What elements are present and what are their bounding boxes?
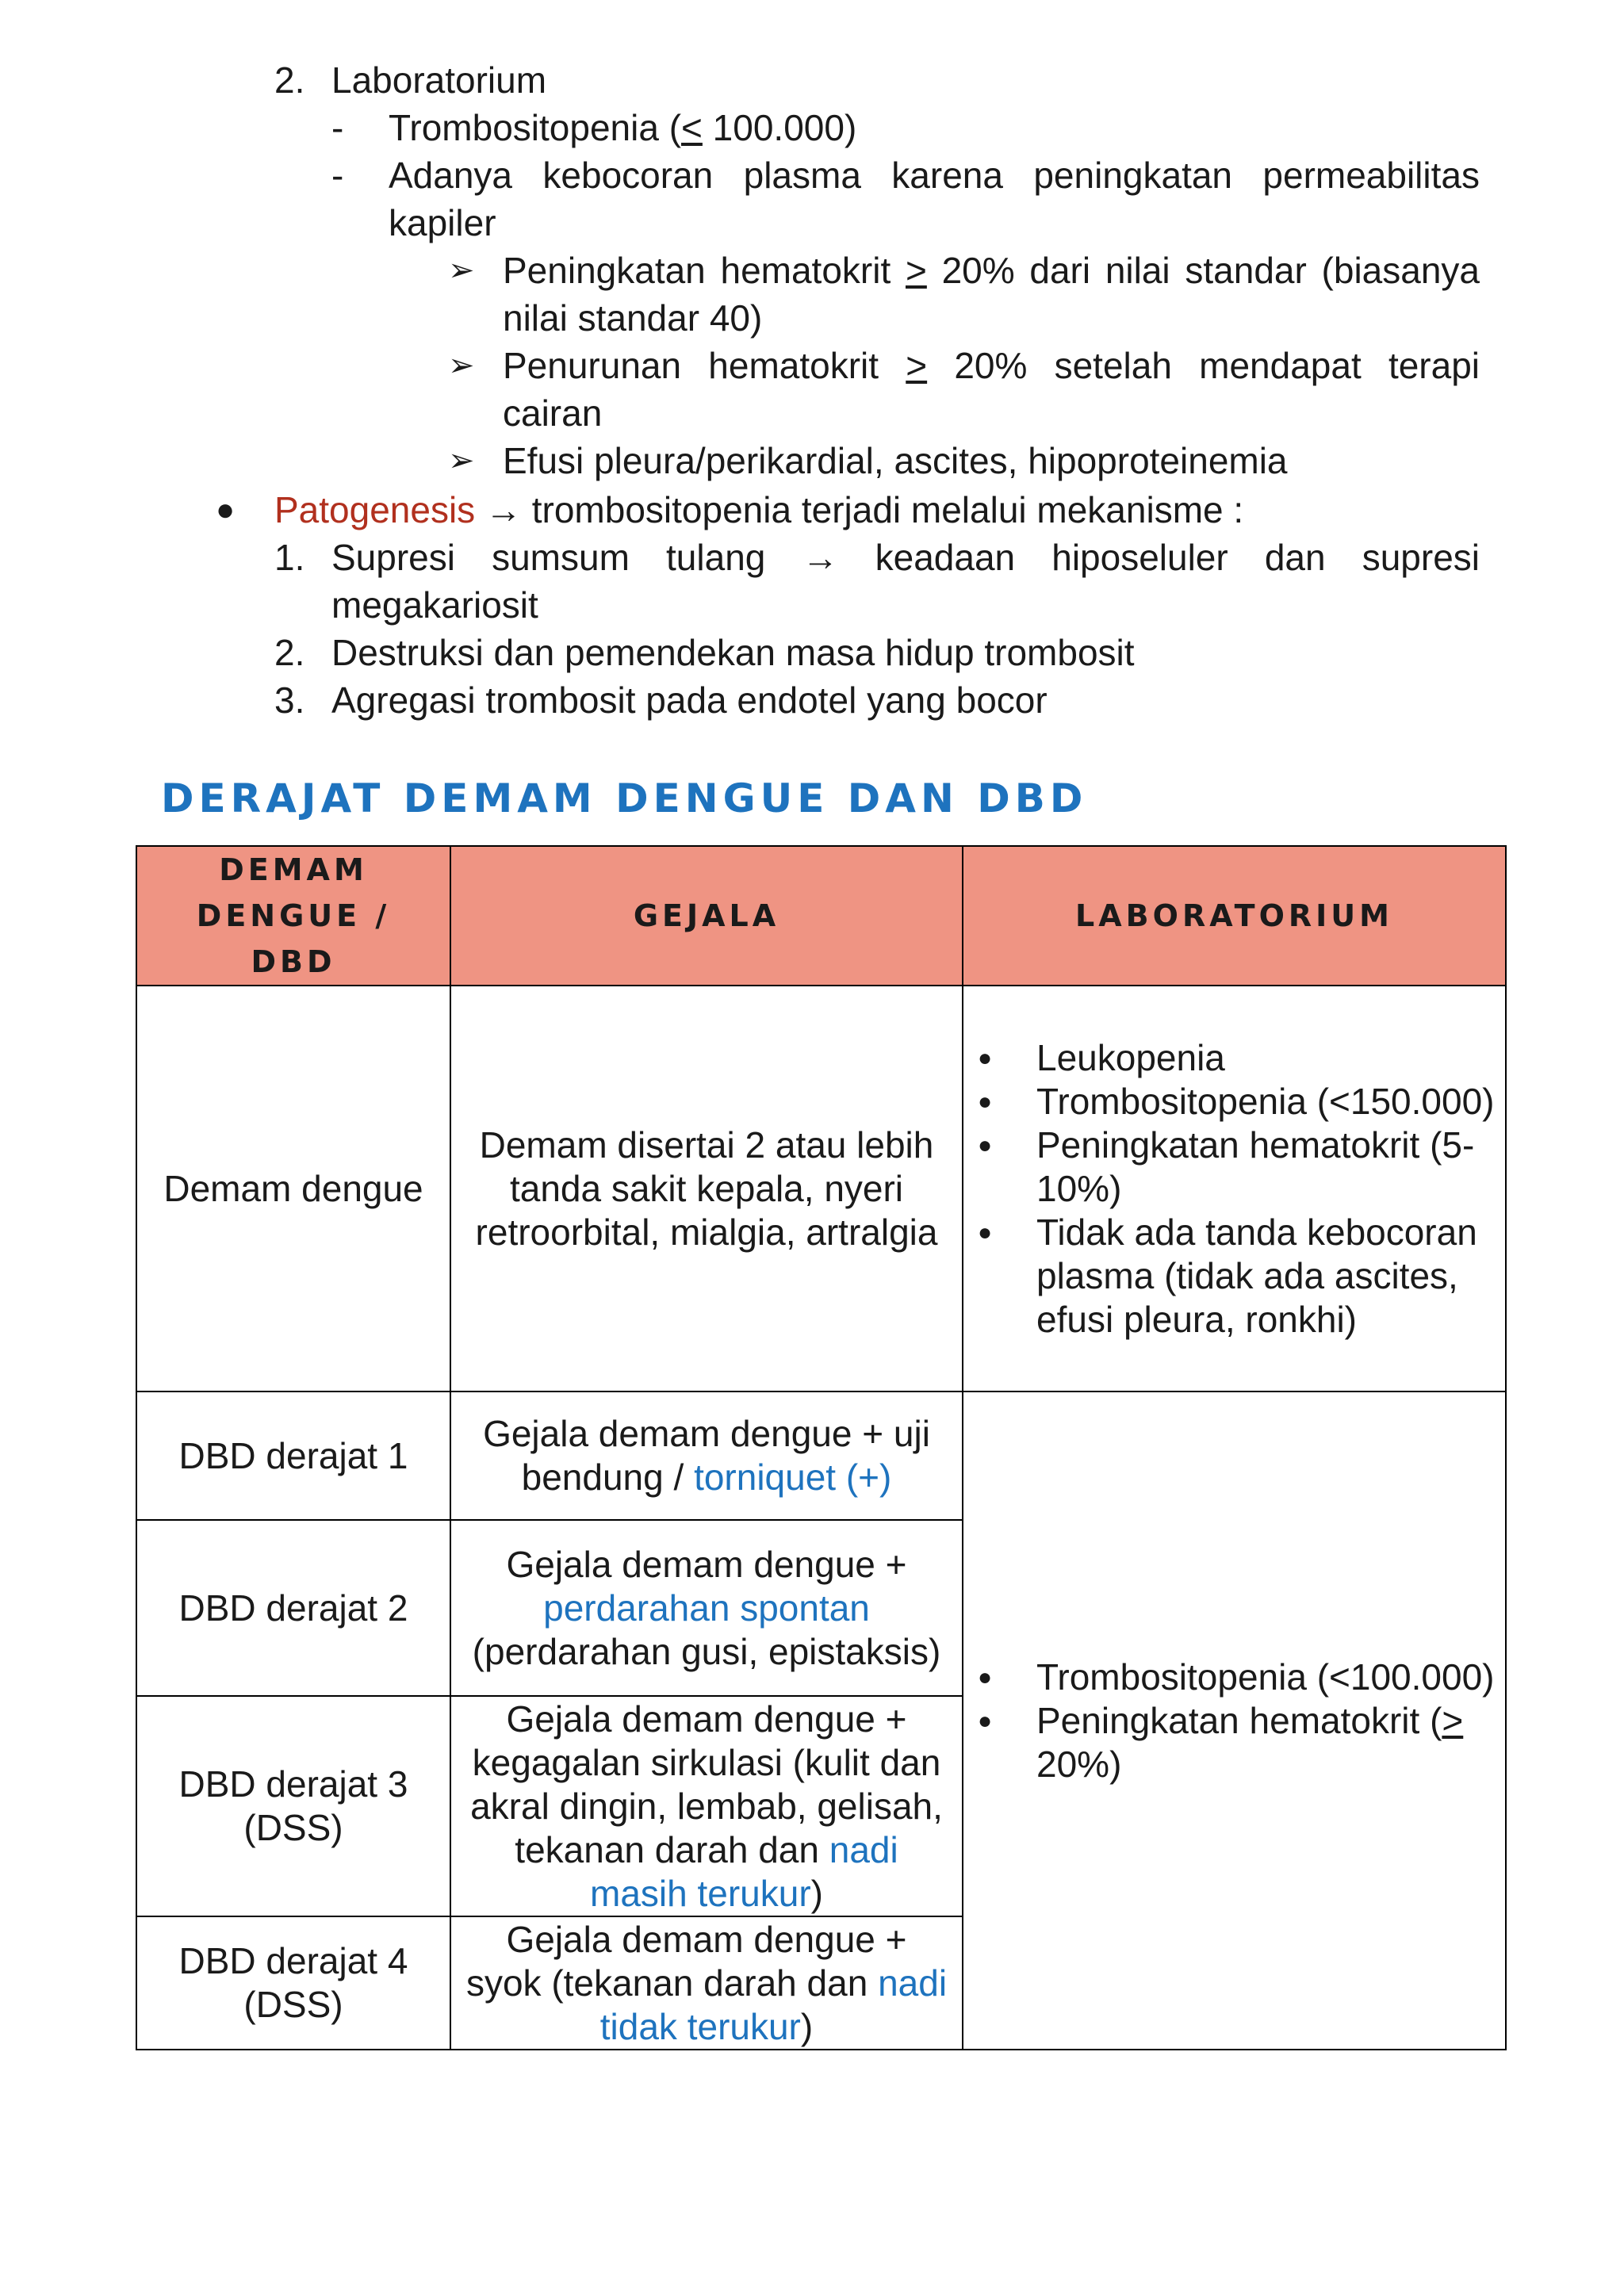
- mechanism-1: Supresi sumsum tulang → keadaan hiposeluler dan supresi: [331, 537, 1480, 578]
- table-row: [136, 1391, 1506, 1520]
- header-symptoms: GEJALA: [450, 846, 963, 986]
- lab-cell-dbd: [963, 1391, 1506, 2050]
- grade-cell: DBD derajat 1: [136, 1391, 450, 1520]
- list-item: ● Trombositopenia (<100.000): [963, 1656, 1505, 1699]
- sub-item-hematocrit-increase-cont: nilai standar 40): [503, 297, 763, 339]
- arrow-bullet-icon: ➢: [448, 348, 475, 383]
- arrow-bullet-icon: ➢: [448, 443, 475, 478]
- header-laboratory: LABORATORIUM: [963, 846, 1506, 986]
- lab-item-plasma-leak: Adanya kebocoran plasma karena peningkatan permeabilitas: [389, 155, 1480, 196]
- list-item: ● Peningkatan hematokrit (5-10%): [963, 1124, 1505, 1211]
- list-item: ● Leukopenia: [963, 1036, 1505, 1080]
- mechanism-3: Agregasi trombosit pada endotel yang bocor: [331, 679, 1048, 721]
- bullet-icon: ●: [216, 492, 236, 527]
- list-number: 2.: [274, 59, 305, 101]
- sub-item-hematocrit-decrease: Penurunan hematokrit > 20% setelah mendapat terapi: [503, 345, 1480, 386]
- lab-cell: [963, 986, 1506, 1391]
- section-title: DERAJAT DEMAM DENGUE DAN DBD: [161, 775, 1088, 821]
- arrow-bullet-icon: ➢: [448, 253, 475, 288]
- dash-bullet: -: [331, 107, 344, 148]
- list-number: 2.: [274, 632, 305, 673]
- mechanism-1-cont: megakariosit: [331, 584, 538, 626]
- sub-item-hematocrit-decrease-cont: cairan: [503, 392, 603, 434]
- lab-item-thrombocytopenia: Trombositopenia (< 100.000): [389, 107, 857, 148]
- symptom-cell: Gejala demam dengue + kegagalan sirkulasi (kulit dan akral dingin, lembab, gelisah, tekanan darah dan nadi masih terukur): [450, 1696, 963, 1916]
- list-item: ● Trombositopenia (<150.000): [963, 1080, 1505, 1124]
- list-item: ● Peningkatan hematokrit (> 20%): [963, 1699, 1505, 1786]
- list-number: 1.: [274, 537, 305, 578]
- grade-cell: Demam dengue: [136, 986, 450, 1391]
- list-item: ● Tidak ada tanda kebocoran plasma (tidak ada ascites, efusi pleura, ronkhi): [963, 1211, 1505, 1342]
- sub-item-effusion: Efusi pleura/perikardial, ascites, hipoproteinemia: [503, 440, 1288, 481]
- symptom-cell: Demam disertai 2 atau lebih tanda sakit kepala, nyeri retroorbital, mialgia, artralgia: [450, 986, 963, 1391]
- grade-cell: DBD derajat 2: [136, 1520, 450, 1696]
- symptom-cell: Gejala demam dengue + perdarahan spontan (perdarahan gusi, epistaksis): [450, 1520, 963, 1696]
- lab-item-plasma-leak-cont: kapiler: [389, 202, 496, 243]
- table-header-row: [136, 846, 1506, 986]
- grade-cell: DBD derajat 4 (DSS): [136, 1916, 450, 2050]
- symptom-cell: Gejala demam dengue + uji bendung / torniquet (+): [450, 1391, 963, 1520]
- patogenesis-line: Patogenesis → trombositopenia terjadi melalui mekanisme :: [274, 489, 1244, 530]
- symptom-cell: Gejala demam dengue + syok (tekanan darah dan nadi tidak terukur): [450, 1916, 963, 2050]
- dash-bullet: -: [331, 155, 344, 196]
- dengue-grade-table: [136, 845, 1507, 2050]
- table-row: [136, 986, 1506, 1391]
- grade-cell: DBD derajat 3 (DSS): [136, 1696, 450, 1916]
- lab-heading: Laboratorium: [331, 59, 547, 101]
- list-number: 3.: [274, 679, 305, 721]
- header-grade: DEMAM DENGUE / DBD: [136, 846, 450, 986]
- sub-item-hematocrit-increase: Peningkatan hematokrit > 20% dari nilai standar (biasanya: [503, 250, 1480, 291]
- mechanism-2: Destruksi dan pemendekan masa hidup trombosit: [331, 632, 1135, 673]
